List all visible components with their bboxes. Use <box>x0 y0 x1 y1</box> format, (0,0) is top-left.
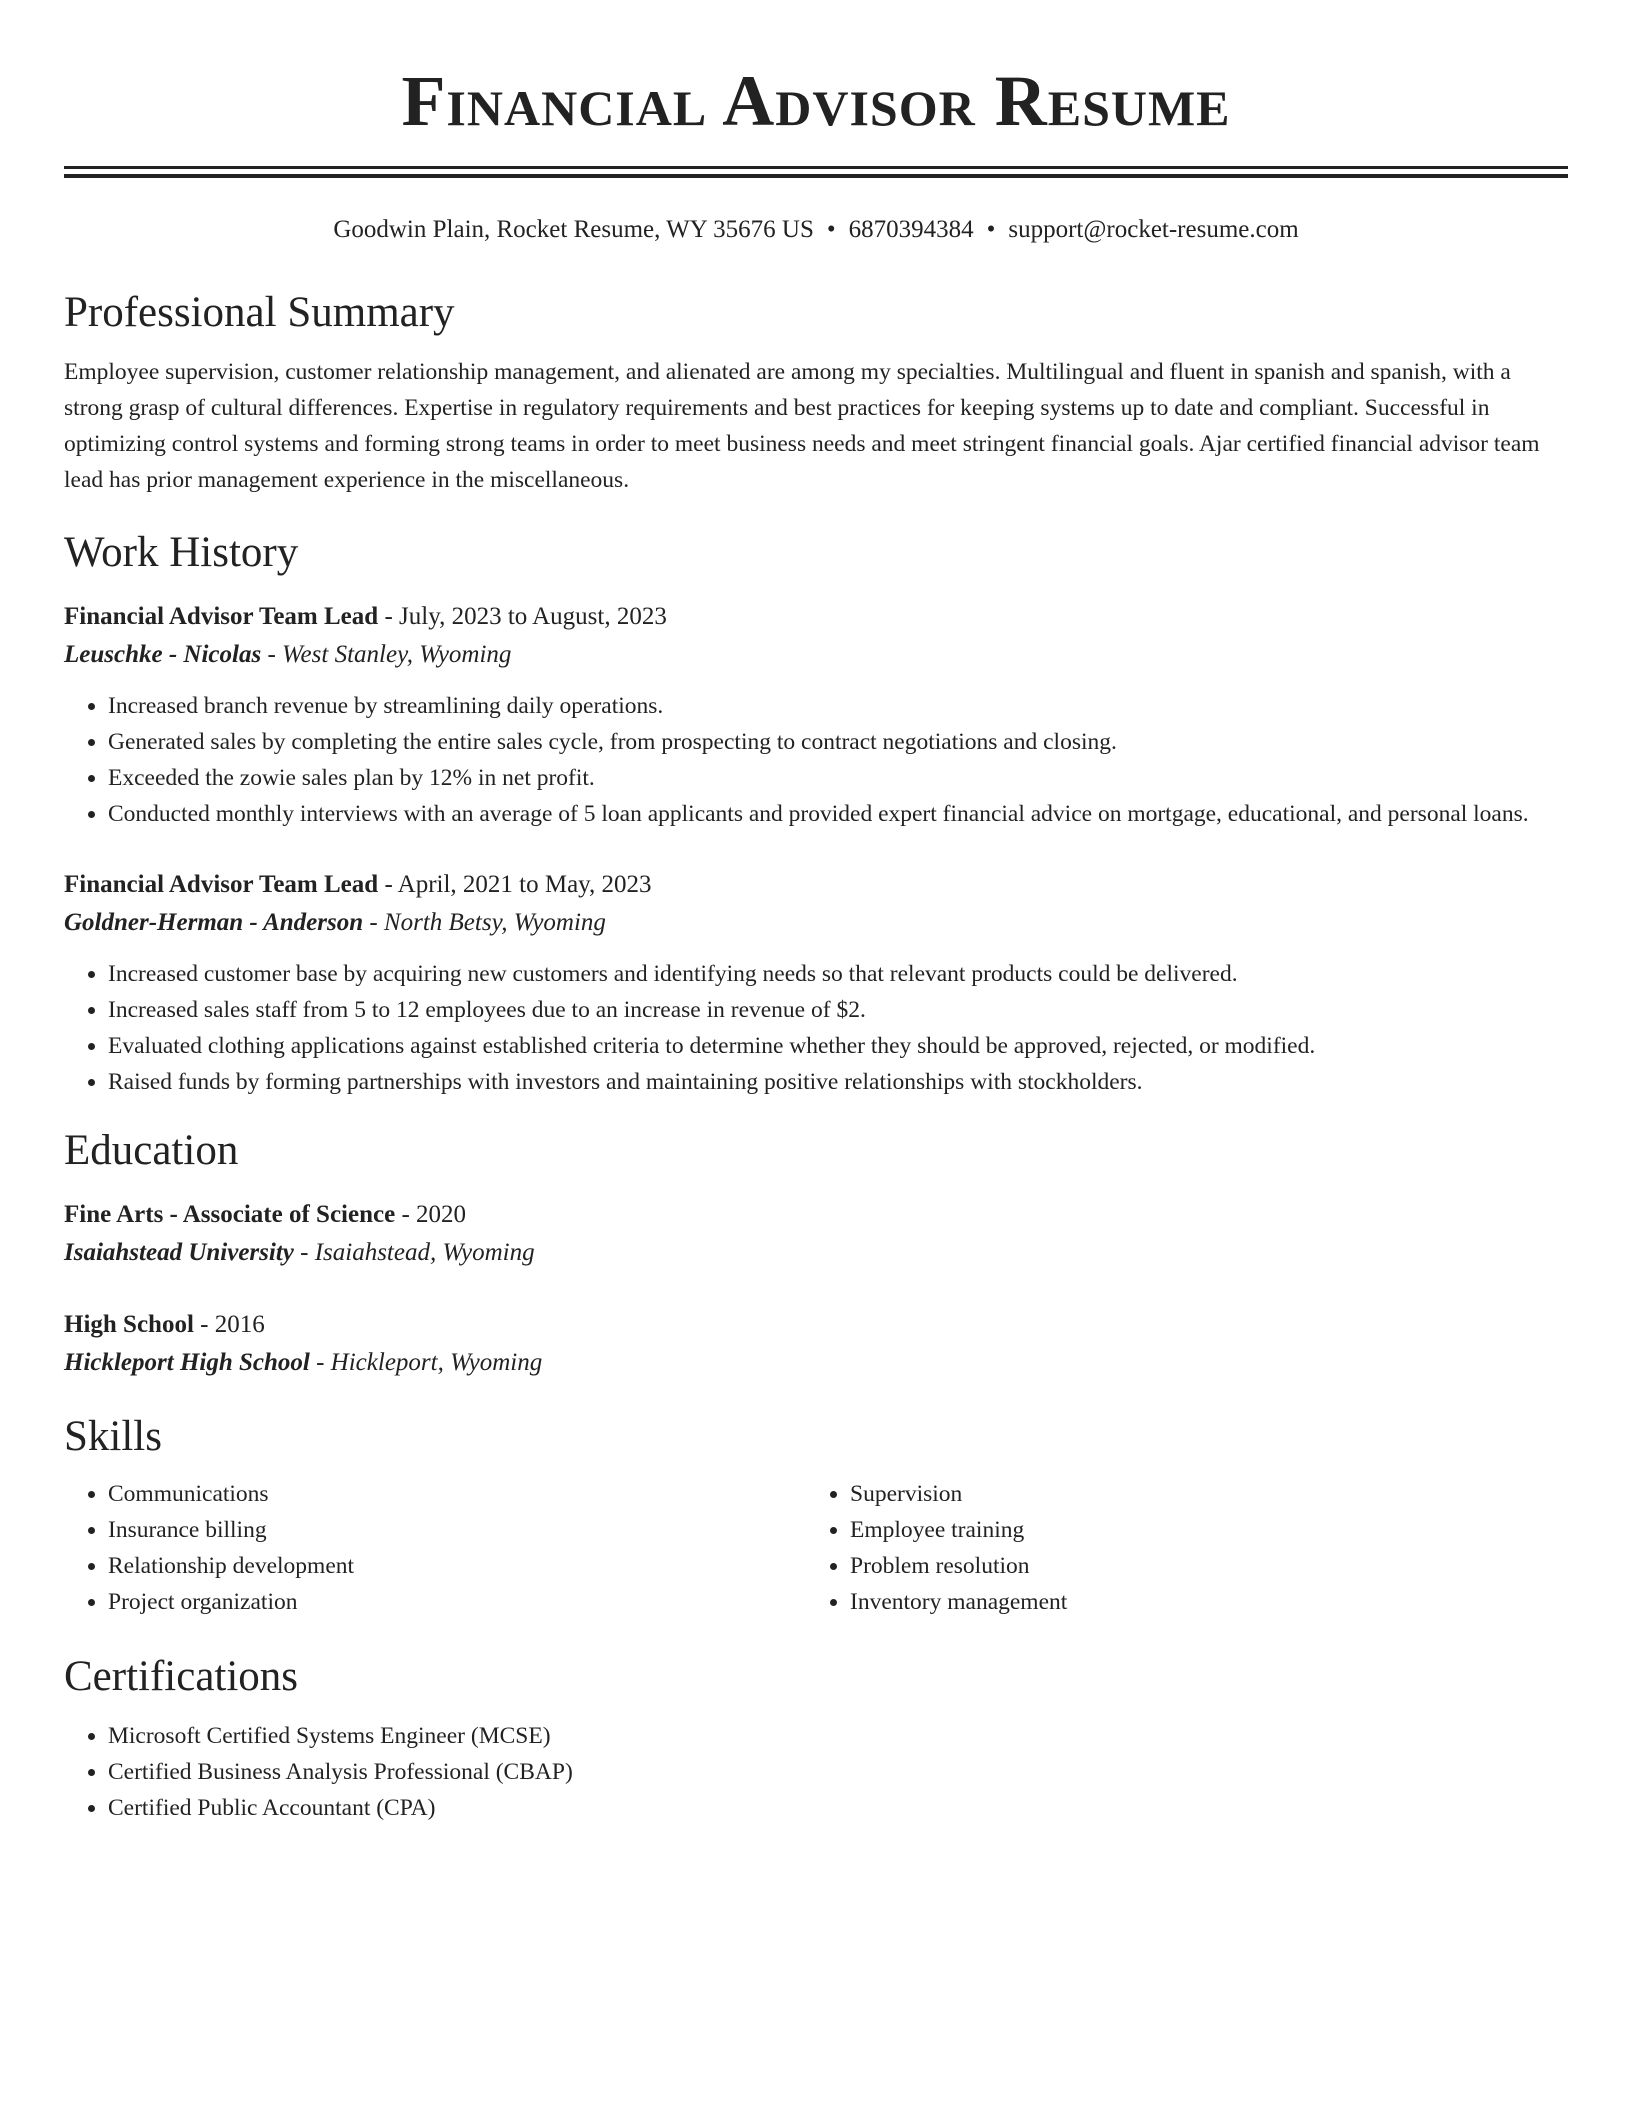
job-bullet: • Evaluated clothing applications against established criteria to determine whether they should be approved, rejected, or modified. <box>108 1028 1568 1064</box>
education-location: - Hickleport, Wyoming <box>309 1349 543 1376</box>
education-school: Isaiahstead University <box>64 1239 294 1266</box>
education-year: - 2016 <box>193 1311 265 1338</box>
job-bullet: • Increased branch revenue by streamlining daily operations. <box>108 688 1568 724</box>
skill-item: • Problem resolution <box>850 1548 1548 1584</box>
education-school-line <box>64 1344 1568 1382</box>
contact-address: Goodwin Plain, Rocket Resume, WY 35676 US <box>333 216 814 243</box>
contact-separator: • <box>826 216 836 243</box>
education-heading: Education <box>64 1127 239 1174</box>
contact-email: support@rocket-resume.com <box>1008 216 1299 243</box>
job-location: - North Betsy, Wyoming <box>363 909 606 936</box>
skill-item: • Communications <box>108 1476 806 1512</box>
contact-line <box>64 214 1568 246</box>
job-company-line <box>64 904 1568 942</box>
skill-item: • Insurance billing <box>108 1512 806 1548</box>
education-school-line <box>64 1234 1568 1272</box>
skills-column-left <box>64 1476 806 1620</box>
job-bullet: • Increased customer base by acquiring new customers and identifying needs so that relevant products could be delivered. <box>108 956 1568 992</box>
certification-item: • Microsoft Certified Systems Engineer (MCSE) <box>108 1718 1568 1754</box>
certifications-heading: Certifications <box>64 1653 299 1700</box>
contact-phone: 6870394384 <box>848 216 974 243</box>
contact-separator: • <box>986 216 996 243</box>
job-location: - West Stanley, Wyoming <box>261 641 512 668</box>
education-entry <box>64 1196 1568 1272</box>
job-bullet: • Raised funds by forming partnerships with investors and maintaining positive relationships with stockholders. <box>108 1064 1568 1100</box>
resume-title: Financial Advisor Resume <box>401 61 1231 141</box>
education-degree-line <box>64 1196 1568 1234</box>
job-title-line <box>64 866 1568 904</box>
job-dates: - July, 2023 to August, 2023 <box>378 603 667 630</box>
skill-item: • Supervision <box>850 1476 1548 1512</box>
work-history-heading: Work History <box>64 529 299 576</box>
job-company: Goldner-Herman - Anderson <box>64 909 364 936</box>
certification-item: • Certified Public Accountant (CPA) <box>108 1790 1568 1826</box>
job-title: Financial Advisor Team Lead <box>64 603 379 630</box>
certification-item: • Certified Business Analysis Professional (CBAP) <box>108 1754 1568 1790</box>
title-divider <box>64 166 1568 178</box>
job-bullet: • Conducted monthly interviews with an average of 5 loan applicants and provided expert financial advice on mortgage, educational, and personal loans. <box>108 796 1568 832</box>
education-degree: High School <box>64 1311 194 1338</box>
job-company-line <box>64 636 1568 674</box>
job-entry <box>64 866 1568 1100</box>
skill-item: • Inventory management <box>850 1584 1548 1620</box>
summary-text: Employee supervision, customer relationship management, and alienated are among my specialties. Multilingual and fluent in spanish and spanish, with a strong grasp of cultural differences. Expertise in regulatory requirements and best practices for keeping systems up to date and compliant. Successful in optimizing control systems and forming strong teams in order to meet business needs and meet stringent financial goals. Ajar certified financial advisor team lead has prior management experience in the miscellaneous. <box>64 359 1540 493</box>
skill-item: • Relationship development <box>108 1548 806 1584</box>
skills-heading: Skills <box>64 1413 162 1460</box>
job-bullet: • Increased sales staff from 5 to 12 employees due to an increase in revenue of $2. <box>108 992 1568 1028</box>
skill-item: • Employee training <box>850 1512 1548 1548</box>
job-bullets <box>64 688 1568 832</box>
job-bullets <box>64 956 1568 1100</box>
skills-column-right <box>806 1476 1548 1620</box>
job-title-line <box>64 598 1568 636</box>
summary-heading: Professional Summary <box>64 289 455 336</box>
education-degree-line <box>64 1306 1568 1344</box>
education-degree: Fine Arts - Associate of Science <box>64 1201 396 1228</box>
skills-grid <box>64 1476 1568 1620</box>
job-title: Financial Advisor Team Lead <box>64 871 379 898</box>
job-entry <box>64 598 1568 832</box>
education-location: - Isaiahstead, Wyoming <box>293 1239 535 1266</box>
job-dates: - April, 2021 to May, 2023 <box>378 871 652 898</box>
certifications-list <box>64 1718 1568 1826</box>
education-entry <box>64 1306 1568 1382</box>
education-year: - 2020 <box>395 1201 467 1228</box>
job-bullet: • Exceeded the zowie sales plan by 12% in net profit. <box>108 760 1568 796</box>
job-company: Leuschke - Nicolas <box>64 641 262 668</box>
education-school: Hickleport High School <box>64 1349 310 1376</box>
job-bullet: • Generated sales by completing the entire sales cycle, from prospecting to contract negotiations and closing. <box>108 724 1568 760</box>
skill-item: • Project organization <box>108 1584 806 1620</box>
